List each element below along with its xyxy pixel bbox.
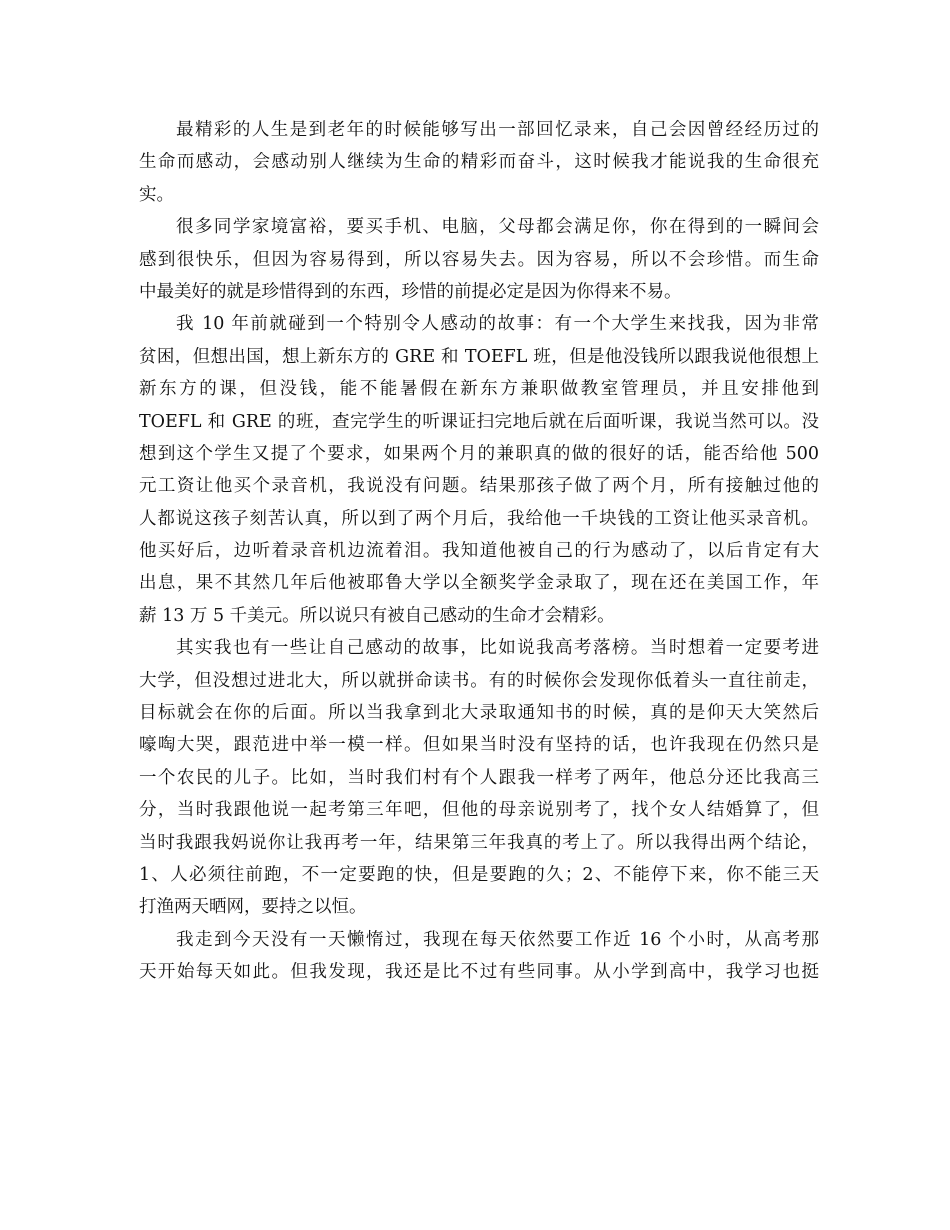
text-line: 目标就会在你的后面。所以当我拿到北大录取通知书的时候，真的是仰天大笑然后 [139,703,819,724]
text-line: 1、人必须往前跑，不一定要跑的快，但是要跑的久；2、不能停下来，你不能三天 [139,864,819,885]
paragraph [139,211,819,308]
text-line: 天开始每天如此。但我发现，我还是比不过有些同事。从小学到高中，我学习也挺 [139,962,819,983]
text-line: 一个农民的儿子。比如，当时我们村有个人跟我一样考了两年，他总分还比我高三 [139,767,819,788]
text-line: 贫困，但想出国，想上新东方的 GRE 和 TOEFL 班，但是他没钱所以跟我说他很想上 [139,346,819,367]
text-line: 很多同学家境富裕，要买手机、电脑，父母都会满足你，你在得到的一瞬间会 [176,217,819,238]
text-line: 薪 13 万 5 千美元。所以说只有被自己感动的生命才会精彩。 [139,605,615,626]
text-line: 生命而感动，会感动别人继续为生命的精彩而奋斗，这时候我才能说我的生命很充 [139,152,819,173]
text-line: 他买好后，边听着录音机边流着泪。我知道他被自己的行为感动了，以后肯定有大 [139,541,819,562]
text-line: 实。 [139,184,174,205]
paragraph [139,114,819,211]
text-line: 其实我也有一些让自己感动的故事，比如说我高考落榜。当时想着一定要考进 [176,638,819,659]
text-line: 我 10 年前就碰到一个特别令人感动的故事：有一个大学生来找我，因为非常 [176,314,819,335]
text-line: 人都说这孩子刻苦认真，所以到了两个月后，我给他一千块钱的工资让他买录音机。 [139,508,819,529]
text-line: 想到这个学生又提了个要求，如果两个月的兼职真的做的很好的话，能否给他 500 [139,443,819,464]
text-line: 我走到今天没有一天懒惰过，我现在每天依然要工作近 16 个小时，从高考那 [176,929,819,950]
paragraph [139,924,819,989]
text-line: 元工资让他买个录音机，我说没有问题。结果那孩子做了两个月，所有接触过他的 [139,476,819,497]
text-line: 感到很快乐，但因为容易得到，所以容易失去。因为容易，所以不会珍惜。而生命 [139,249,819,270]
paragraph [139,308,819,632]
text-line: 分，当时我跟他说一起考第三年吧，但他的母亲说别考了，找个女人结婚算了，但 [139,800,819,821]
text-line: 最精彩的人生是到老年的时候能够写出一部回忆录来，自己会因曾经经历过的 [176,120,819,140]
text-line: 当时我跟我妈说你让我再考一年，结果第三年我真的考上了。所以我得出两个结论， [139,832,819,853]
text-line: TOEFL 和 GRE 的班，查完学生的听课证扫完地后就在后面听课，我说当然可以。没 [139,411,819,432]
text-line: 嚎啕大哭，跟范进中举一模一样。但如果当时没有坚持的话，也许我现在仍然只是 [139,735,819,756]
text-line: 出息，果不其然几年后他被耶鲁大学以全额奖学金录取了，现在还在美国工作，年 [139,573,819,594]
paragraph [139,632,819,924]
document-body [139,114,819,989]
text-line: 打渔两天晒网，要持之以恒。 [139,897,367,918]
text-line: 新东方的课，但没钱，能不能暑假在新东方兼职做教室管理员，并且安排他到 [139,379,819,400]
text-line: 中最美好的就是珍惜得到的东西，珍惜的前提必定是因为你得来不易。 [139,281,682,302]
text-line: 大学，但没想过进北大，所以就拼命读书。有的时候你会发现你低着头一直往前走， [139,670,819,691]
